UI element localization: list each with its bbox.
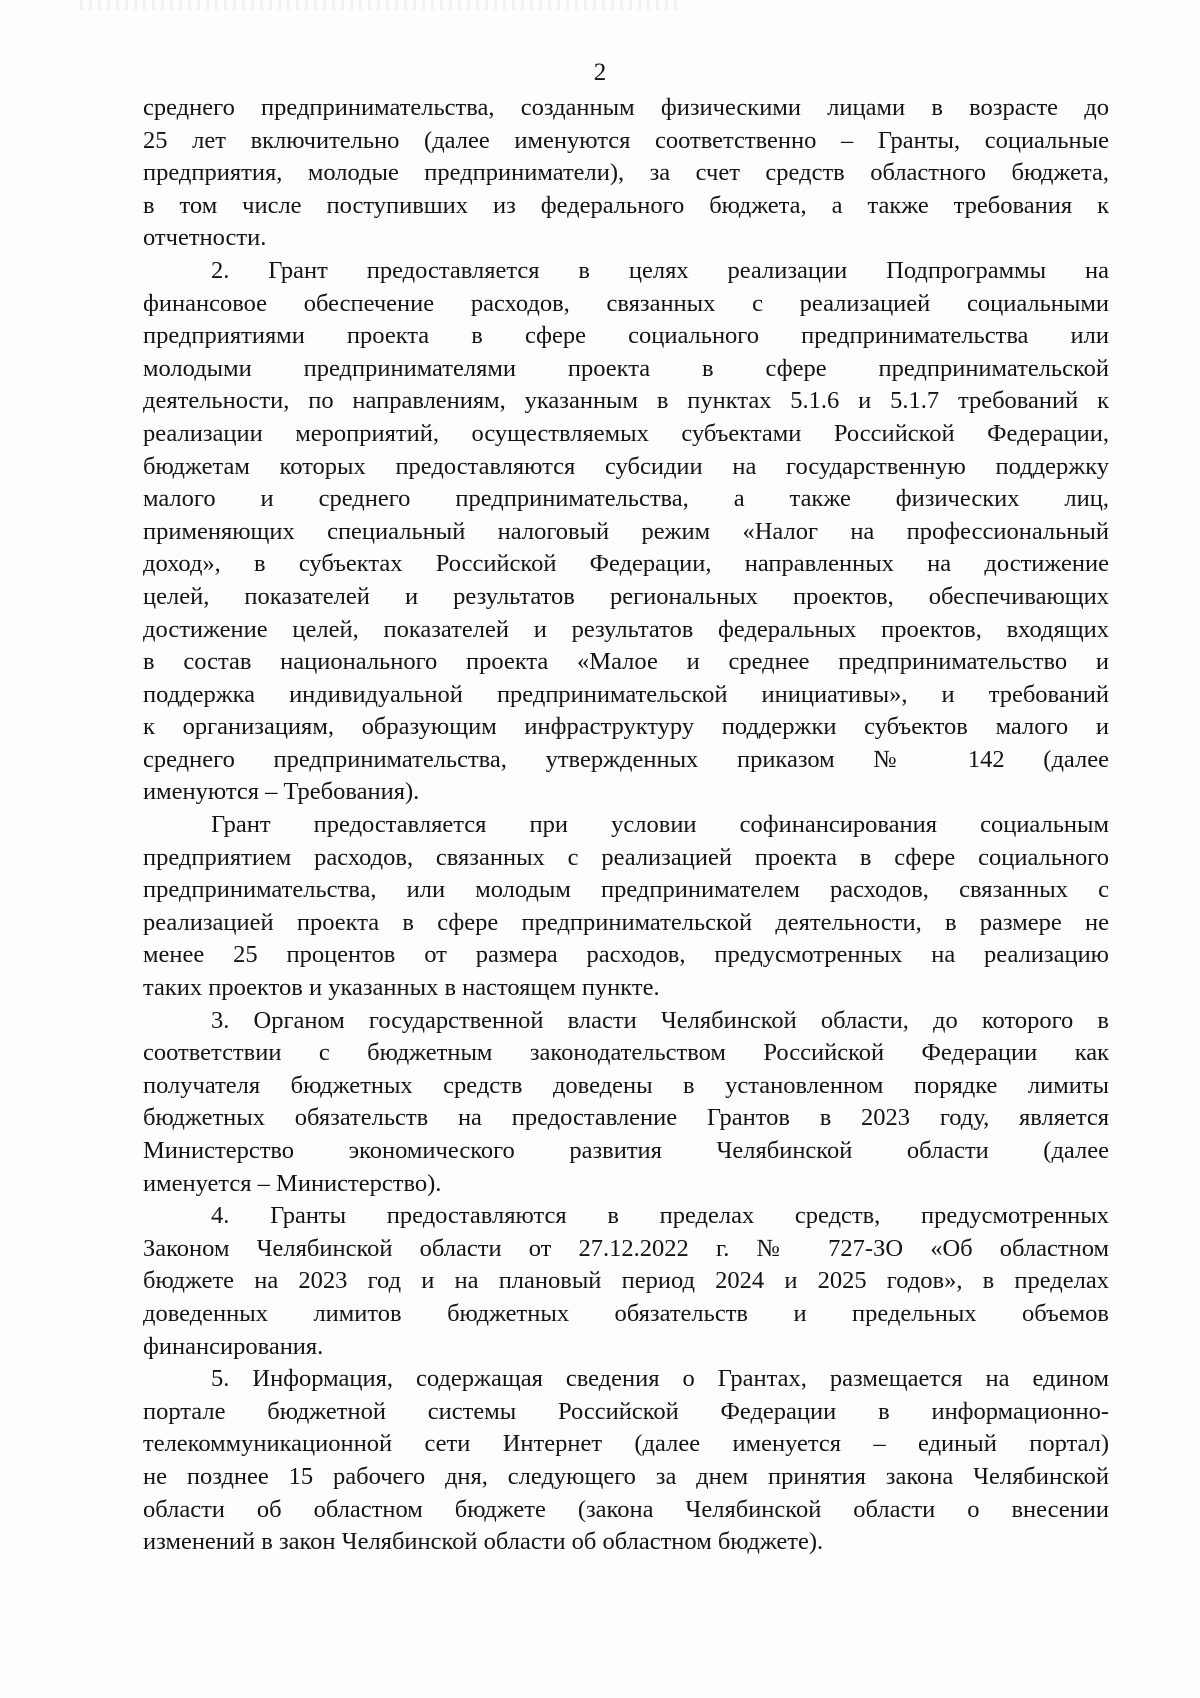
text-line: реализацией проекта в сфере предпринимательской деятельности, в размере не (143, 908, 1109, 936)
text-line: деятельности, по направлениям, указанным в пунктах 5.1.6 и 5.1.7 требований к (143, 387, 1109, 415)
text-line: именуются – Требования). (143, 778, 420, 806)
text-line: 25 лет включительно (далее именуются соответственно – Гранты, социальные (143, 126, 1109, 154)
scan-edge-artifact (80, 0, 680, 10)
paragraph (143, 1200, 1109, 1363)
text-line: применяющих специальный налоговый режим «Налог на профессиональный (143, 517, 1109, 545)
text-line: Грант предоставляется при условии софинансирования социальным (211, 811, 1109, 839)
text-line: среднего предпринимательства, созданным физическими лицами в возрасте до (143, 94, 1109, 121)
text-line: финансирования. (143, 1332, 324, 1360)
text-line: в состав национального проекта «Малое и среднее предпринимательство и (143, 648, 1109, 676)
text-line: соответствии с бюджетным законодательством Российской Федерации как (143, 1039, 1109, 1067)
text-line: получателя бюджетных средств доведены в установленном порядке лимиты (143, 1071, 1109, 1099)
text-line: доведенных лимитов бюджетных обязательств и предельных объемов (143, 1299, 1109, 1327)
text-line: целей, показателей и результатов региональных проектов, обеспечивающих (143, 582, 1109, 610)
text-line: менее 25 процентов от размера расходов, предусмотренных на реализацию (143, 941, 1109, 969)
text-line: области об областном бюджете (закона Челябинской области о внесении (143, 1495, 1109, 1523)
paragraph (143, 92, 1109, 255)
paragraph (143, 1363, 1109, 1559)
text-line: 3. Органом государственной власти Челябинской области, до которого в (211, 1006, 1109, 1034)
text-line: предприятием расходов, связанных с реализацией проекта в сфере социального (143, 843, 1109, 871)
text-line: 2. Грант предоставляется в целях реализации Подпрограммы на (211, 256, 1109, 284)
text-line: бюджетных обязательств на предоставление Грантов в 2023 году, является (143, 1104, 1109, 1132)
text-line: реализации мероприятий, осуществляемых субъектами Российской Федерации, (143, 419, 1109, 447)
document-body (143, 92, 1109, 1559)
text-line: малого и среднего предпринимательства, а также физических лиц, (143, 485, 1109, 513)
text-line: поддержка индивидуальной предпринимательской инициативы», и требований (143, 680, 1109, 708)
text-line: финансовое обеспечение расходов, связанных с реализацией социальными (143, 289, 1109, 317)
text-line: не позднее 15 рабочего дня, следующего за днем принятия закона Челябинской (143, 1462, 1109, 1490)
paragraph (143, 809, 1109, 1005)
paragraph (143, 255, 1109, 809)
text-line: Министерство экономического развития Челябинской области (далее (143, 1137, 1109, 1164)
text-line: доход», в субъектах Российской Федерации, направленных на достижение (143, 550, 1109, 578)
text-line: бюджетам которых предоставляются субсидии на государственную поддержку (143, 452, 1109, 480)
text-line: предпринимательства, или молодым предпринимателем расходов, связанных с (143, 876, 1109, 904)
text-line: 5. Информация, содержащая сведения о Грантах, размещается на едином (211, 1365, 1109, 1393)
page-number: 2 (593, 59, 607, 86)
text-line: отчетности. (143, 224, 267, 252)
text-line: 4. Гранты предоставляются в пределах средств, предусмотренных (211, 1202, 1109, 1230)
text-line: изменений в закон Челябинской области об областном бюджете). (143, 1528, 824, 1556)
text-line: предприятиями проекта в сфере социального предпринимательства или (143, 322, 1109, 350)
text-line: предприятия, молодые предприниматели), за счет средств областного бюджета, (143, 159, 1109, 187)
text-line: телекоммуникационной сети Интернет (далее именуется – единый портал) (143, 1430, 1109, 1458)
text-line: в том числе поступивших из федерального бюджета, а также требования к (143, 191, 1109, 219)
text-line: бюджете на 2023 год и на плановый период 2024 и 2025 годов», в пределах (143, 1267, 1109, 1295)
text-line: достижение целей, показателей и результатов федеральных проектов, входящих (143, 615, 1109, 643)
text-line: таких проектов и указанных в настоящем пункте. (143, 974, 660, 1002)
text-line: Законом Челябинской области от 27.12.2022 г. № 727-ЗО «Об областном (143, 1234, 1109, 1262)
text-line: именуется – Министерство). (143, 1169, 442, 1197)
text-line: портале бюджетной системы Российской Федерации в информационно- (143, 1397, 1109, 1425)
text-line: молодыми предпринимателями проекта в сфере предпринимательской (143, 354, 1109, 382)
paragraph (143, 1005, 1109, 1201)
text-line: к организациям, образующим инфраструктуру поддержки субъектов малого и (143, 713, 1109, 741)
text-line: среднего предпринимательства, утвержденных приказом № 142 (далее (143, 745, 1109, 773)
